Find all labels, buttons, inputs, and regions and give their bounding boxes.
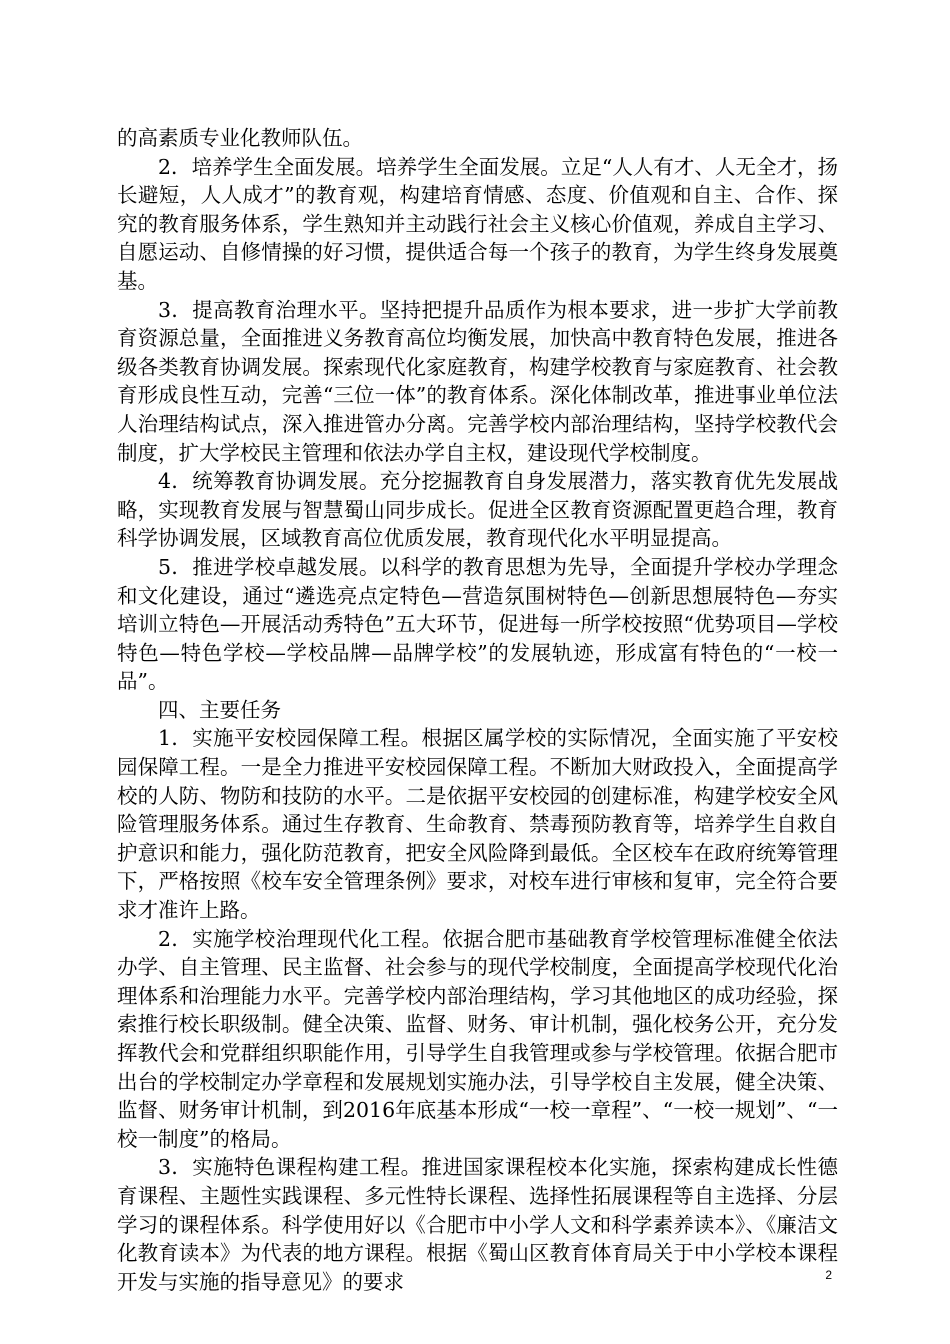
paragraph-school-excellence: 5．推进学校卓越发展。以科学的教育思想为先导，全面提升学校办学理念和文化建设，通过“遴选亮点定特色—营造氛围树特色—创新思想展特色—夯实培训立特色—开展活动秀特色”五大环节，促进每一所学校按照“优势项目—学校特色—特色学校—学校品牌—品牌学校”的发展轨迹，形成富有特色的“一校一品”。: [117, 554, 838, 694]
paragraph-continuation: 的高素质专业化教师队伍。: [117, 126, 363, 150]
document-body: [117, 124, 838, 1296]
paragraph-governance: 3．提高教育治理水平。坚持把提升品质作为根本要求，进一步扩大学前教育资源总量，全面推进义务教育高位均衡发展，加快高中教育特色发展，推进各级各类教育协调发展。探索现代化家庭教育，构建学校教育与家庭教育、社会教育形成良性互动，完善“三位一体”的教育体系。深化体制改革，推进事业单位法人治理结构试点，深入推进管办分离。完善学校内部治理结构，坚持学校教代会制度，扩大学校民主管理和依法办学自主权，建设现代学校制度。: [117, 297, 838, 465]
section-heading-main-tasks: 四、主要任务: [158, 697, 281, 722]
paragraph-coordinated-development: 4．统筹教育协调发展。充分挖掘教育自身发展潜力，落实教育优先发展战略，实现教育发展与智慧蜀山同步成长。促进全区教育资源配置更趋合理，教育科学协调发展，区域教育高位优质发展，教育现代化水平明显提高。: [117, 469, 838, 551]
paragraph-governance-modernization: 2．实施学校治理现代化工程。依据合肥市基础教育学校管理标准健全依法办学、自主管理、民主监督、社会参与的现代学校制度，全面提高学校现代化治理体系和治理能力水平。完善学校内部治理结构，学习其他地区的成功经验，探索推行校长职级制。健全决策、监督、财务、审计机制，强化校务公开，充分发挥教代会和党群组织职能作用，引导学生自我管理或参与学校管理。依据合肥市出台的学校制定办学章程和发展规划实施办法，引导学校自主发展，健全决策、监督、财务审计机制，到2016年底基本形成“一校一章程”、“一校一规划”、“一校一制度”的格局。: [117, 926, 838, 1151]
paragraph-safe-campus: 1．实施平安校园保障工程。根据区属学校的实际情况，全面实施了平安校园保障工程。一是全力推进平安校园保障工程。不断加大财政投入，全面提高学校的人防、物防和技防的水平。二是依据平安校园的创建标准，构建学校安全风险管理服务体系。通过生存教育、生命教育、禁毒预防教育等，培养学生自救自护意识和能力，强化防范教育，把安全风险降到最低。全区校车在政府统筹管理下，严格按照《校车安全管理条例》要求，对校车进行审核和复审，完全符合要求才准许上路。: [117, 726, 838, 923]
page-number: 2: [825, 1268, 832, 1282]
paragraph-student-development: 2．培养学生全面发展。培养学生全面发展。立足“人人有才、人无全才，扬长避短，人人成才”的教育观，构建培育情感、态度、价值观和自主、合作、探究的教育服务体系，学生熟知并主动践行社会主义核心价值观，养成自主学习、自愿运动、自修情操的好习惯，提供适合每一个孩子的教育，为学生终身发展奠基。: [117, 154, 838, 293]
paragraph-featured-curriculum: 3．实施特色课程构建工程。推进国家课程校本化实施，探索构建成长性德育课程、主题性实践课程、多元性特长课程、选择性拓展课程等自主选择、分层学习的课程体系。科学使用好以《合肥市中小学人文和科学素养读本》、《廉洁文化教育读本》为代表的地方课程。根据《蜀山区教育体育局关于中小学校本课程开发与实施的指导意见》的要求: [117, 1155, 838, 1294]
